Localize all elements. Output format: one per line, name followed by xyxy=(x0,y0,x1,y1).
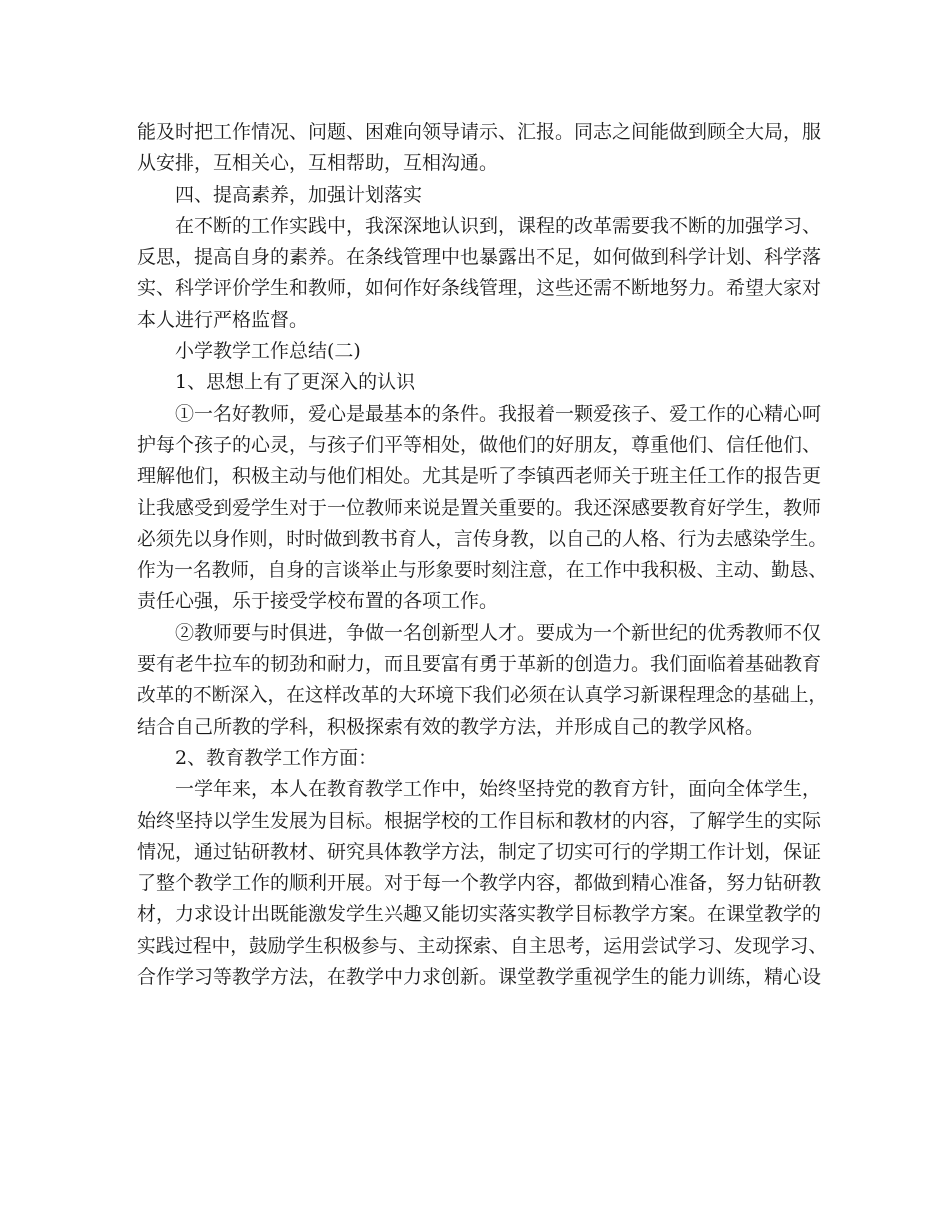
text-line: 本人进行严格监督。 xyxy=(137,308,309,331)
text-line: 护每个孩子的心灵，与孩子们平等相处，做他们的好朋友，尊重他们、信任他们、 xyxy=(137,433,822,456)
section-heading-two: 2、教育教学工作方面： xyxy=(175,746,378,769)
text-line: 在不断的工作实践中，我深深地认识到，课程的改革需要我不断的加强学习、 xyxy=(175,214,822,237)
section-heading-one: 1、思想上有了更深入的认识 xyxy=(175,371,416,394)
document-title-two: 小学教学工作总结(二) xyxy=(175,340,361,363)
text-line: 一学年来，本人在教育教学工作中，始终坚持党的教育方针，面向全体学生， xyxy=(175,778,822,801)
text-line: 实践过程中，鼓励学生积极参与、主动探索、自主思考，运用尝试学习、发现学习、 xyxy=(137,934,828,957)
section-heading-four: 四、提高素养，加强计划落实 xyxy=(175,183,423,206)
text-line: 必须先以身作则，时时做到教书育人，言传身教，以自己的人格、行为去感染学生。 xyxy=(137,527,828,550)
text-line: ①一名好教师，爱心是最基本的条件。我报着一颗爱孩子、爱工作的心精心呵 xyxy=(175,402,822,425)
document-body xyxy=(137,117,827,993)
text-line: 材，力求设计出既能激发学生兴趣又能切实落实教学目标教学方案。在课堂教学的 xyxy=(137,903,822,926)
text-line: 作为一名教师，自身的言谈举止与形象要时刻注意，在工作中我积极、主动、勤恳、 xyxy=(137,559,828,582)
text-line: 实、科学评价学生和教师，如何作好条线管理，这些还需不断地努力。希望大家对 xyxy=(137,277,822,300)
text-line: 情况，通过钻研教材、研究具体教学方法，制定了切实可行的学期工作计划，保证 xyxy=(137,840,822,863)
text-line: 合作学习等教学方法，在教学中力求创新。课堂教学重视学生的能力训练，精心设 xyxy=(137,966,822,989)
text-line: 结合自己所教的学科，积极探索有效的教学方法，并形成自己的教学风格。 xyxy=(137,715,765,738)
text-line: 始终坚持以学生发展为目标。根据学校的工作目标和教材的内容，了解学生的实际 xyxy=(137,809,822,832)
text-line: 能及时把工作情况、问题、困难向领导请示、汇报。同志之间能做到顾全大局，服 xyxy=(137,121,822,143)
text-line: 让我感受到爱学生对于一位教师来说是置关重要的。我还深感要教育好学生，教师 xyxy=(137,496,822,519)
text-line: 从安排，互相关心，互相帮助，互相沟通。 xyxy=(137,152,499,175)
text-line: 要有老牛拉车的韧劲和耐力，而且要富有勇于革新的创造力。我们面临着基础教育 xyxy=(137,653,822,676)
text-line: 理解他们，积极主动与他们相处。尤其是听了李镇西老师关于班主任工作的报告更 xyxy=(137,465,822,488)
text-line: 责任心强，乐于接受学校布置的各项工作。 xyxy=(137,590,499,613)
text-line: 反思，提高自身的素养。在条线管理中也暴露出不足，如何做到科学计划、科学落 xyxy=(137,246,822,269)
text-line: 了整个教学工作的顺利开展。对于每一个教学内容，都做到精心准备，努力钻研教 xyxy=(137,872,822,895)
text-line: ②教师要与时俱进，争做一名创新型人才。要成为一个新世纪的优秀教师不仅 xyxy=(175,621,822,644)
text-line: 改革的不断深入，在这样改革的大环境下我们必须在认真学习新课程理念的基础上， xyxy=(137,684,828,707)
